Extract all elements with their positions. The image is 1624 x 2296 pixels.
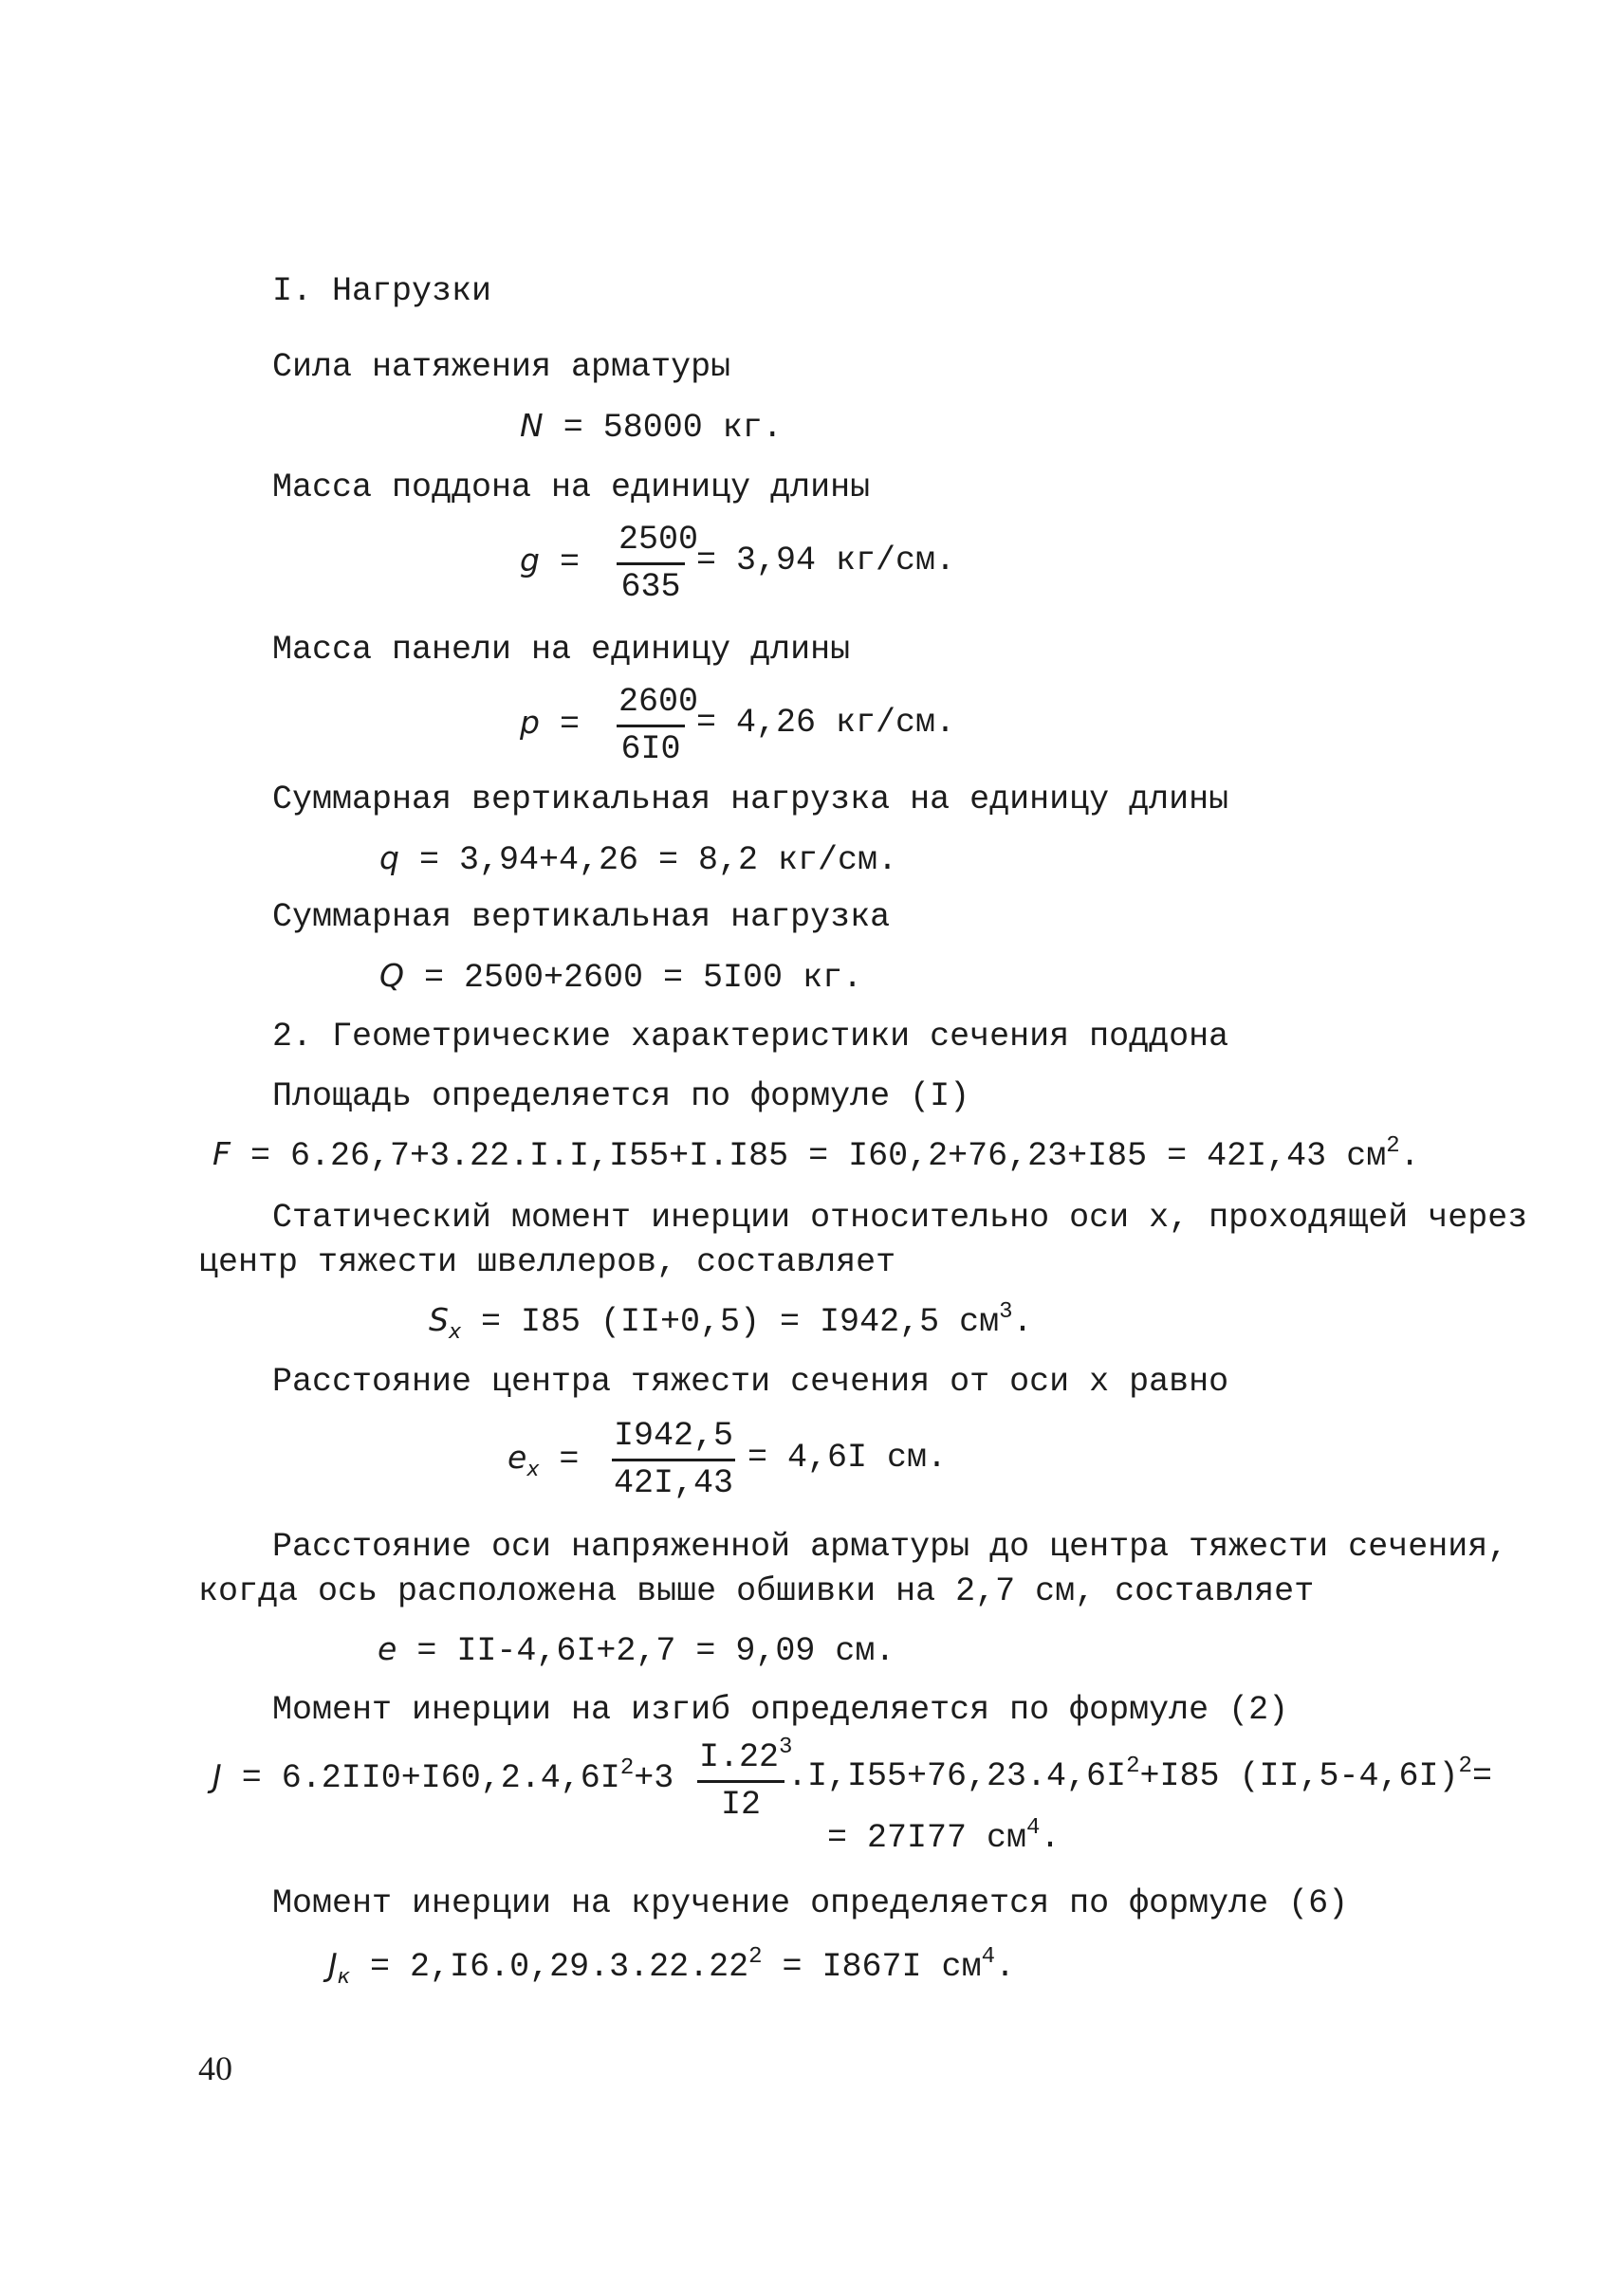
fraction-ex-num: I942,5 bbox=[612, 1420, 735, 1461]
fraction-p bbox=[617, 683, 699, 768]
formula-Sx-rhs: = I85 (II+0,5) = I942,5 см bbox=[481, 1303, 1000, 1341]
formula-Jk-exp2: 4 bbox=[981, 1944, 995, 1970]
formula-J-part3: .I,I55+76,23.4,6I bbox=[787, 1757, 1127, 1795]
formula-Sx-exp: 3 bbox=[999, 1299, 1013, 1325]
page-number: 40 bbox=[198, 2049, 232, 2087]
formula-J-exp2: 2 bbox=[1126, 1754, 1140, 1779]
formula-F-exp: 2 bbox=[1386, 1133, 1400, 1159]
symbol-F: F bbox=[212, 1135, 231, 1172]
formula-Jk-rhs: = 2,I6.0,29.3.22.22 bbox=[370, 1948, 749, 1986]
bending-label: Момент инерции на изгиб определяется по формуле (2) bbox=[272, 1691, 1289, 1729]
symbol-N: N bbox=[520, 407, 544, 444]
formula-F-rhs: = 6.26,7+3.22.I.I,I55+I.I85 = I60,2+76,23+I85 = 42I,43 см bbox=[250, 1137, 1387, 1175]
formula-Jk bbox=[328, 1944, 1015, 1989]
panel-mass-label: Масса панели на единицу длины bbox=[272, 631, 851, 669]
section-2-heading: 2. Геометрические характеристики сечения поддона bbox=[272, 1018, 1229, 1056]
formula-J-part5: = bbox=[1471, 1757, 1492, 1795]
symbol-Jk: J bbox=[328, 1946, 338, 1983]
formula-ex-eq: = bbox=[559, 1441, 580, 1479]
fraction-p-num: 2600 bbox=[617, 686, 685, 727]
formula-Q-rhs: = 2500+2600 = 5I00 кг. bbox=[424, 959, 863, 997]
symbol-S-sub: x bbox=[448, 1320, 461, 1344]
symbol-e-sub: x bbox=[526, 1458, 540, 1481]
formula-p-eq: = bbox=[559, 706, 580, 744]
formula-q bbox=[379, 839, 898, 879]
fraction-ex bbox=[612, 1417, 735, 1502]
total-vert-unit-label: Суммарная вертикальная нагрузка на единицу длины bbox=[272, 781, 1229, 818]
symbol-e-plain: e bbox=[378, 1630, 397, 1667]
tension-label: Сила натяжения арматуры bbox=[272, 348, 731, 386]
formula-Jk-tail: . bbox=[994, 1948, 1015, 1986]
formula-J-result-exp: 4 bbox=[1026, 1815, 1041, 1841]
formula-J-part1: = 6.2II0+I60,2.4,6I bbox=[241, 1759, 620, 1797]
symbol-q: q bbox=[379, 839, 399, 876]
formula-N bbox=[520, 407, 783, 447]
fraction-g-den: 635 bbox=[620, 568, 681, 606]
fraction-J-num: I.22 bbox=[699, 1738, 780, 1776]
formula-J-result-tail: . bbox=[1040, 1819, 1061, 1857]
formula-Q bbox=[379, 957, 863, 997]
total-vert-label: Суммарная вертикальная нагрузка bbox=[272, 898, 891, 936]
symbol-S: S bbox=[429, 1301, 449, 1338]
fraction-J-den: I2 bbox=[720, 1786, 761, 1824]
section-1-heading: I. Нагрузки bbox=[272, 272, 492, 310]
fraction-g-num: 2500 bbox=[617, 523, 685, 565]
formula-g-result: = 3,94 кг/см. bbox=[696, 542, 956, 579]
formula-F bbox=[212, 1133, 1420, 1175]
symbol-p: p bbox=[520, 704, 540, 741]
formula-e bbox=[378, 1630, 895, 1670]
formula-Sx bbox=[429, 1299, 1033, 1344]
symbol-g: g bbox=[520, 542, 540, 579]
cg-distance-label: Расстояние центра тяжести сечения от оси x равно bbox=[272, 1363, 1229, 1401]
fraction-g bbox=[617, 521, 699, 606]
area-label: Площадь определяется по формуле (I) bbox=[272, 1077, 970, 1115]
formula-J-exp1: 2 bbox=[619, 1755, 635, 1781]
formula-F-tail: . bbox=[1399, 1137, 1420, 1175]
static-moment-line1: Статический момент инерции относительно оси x, проходящей через bbox=[272, 1199, 1528, 1237]
formula-p-result: = 4,26 кг/см. bbox=[696, 704, 956, 742]
formula-q-rhs: = 3,94+4,26 = 8,2 кг/см. bbox=[418, 841, 898, 879]
rebar-distance-line2: когда ось расположена выше обшивки на 2,7 см, составляет bbox=[198, 1572, 1315, 1610]
fraction-J-num-exp: 3 bbox=[779, 1735, 793, 1760]
pallet-mass-label: Масса поддона на единицу длины bbox=[272, 468, 871, 506]
symbol-J: J bbox=[212, 1757, 222, 1794]
formula-J-part4: +I85 (II,5-4,6I) bbox=[1139, 1757, 1459, 1795]
formula-Jk-rhs2: = I867I см bbox=[762, 1948, 982, 1986]
rebar-distance-line1: Расстояние оси напряженной арматуры до центра тяжести сечения, bbox=[272, 1528, 1508, 1566]
fraction-J bbox=[697, 1735, 793, 1824]
formula-e-rhs: = II-4,6I+2,7 = 9,09 см. bbox=[416, 1632, 895, 1670]
symbol-e: e bbox=[508, 1439, 527, 1476]
formula-Jk-exp: 2 bbox=[748, 1944, 763, 1970]
static-moment-line2: центр тяжести швеллеров, составляет bbox=[198, 1243, 896, 1281]
formula-J-result: = 27I77 см bbox=[827, 1819, 1027, 1857]
formula-N-rhs: = 58000 кг. bbox=[563, 409, 783, 447]
formula-g-eq: = bbox=[559, 543, 580, 581]
fraction-p-den: 6I0 bbox=[620, 730, 681, 768]
formula-J-exp3: 2 bbox=[1458, 1754, 1472, 1779]
formula-ex-result: = 4,6I см. bbox=[747, 1439, 948, 1477]
fraction-ex-den: 42I,43 bbox=[613, 1464, 734, 1502]
symbol-Q: Q bbox=[379, 957, 404, 994]
symbol-Jk-sub: к bbox=[337, 1965, 351, 1989]
formula-Sx-tail: . bbox=[1012, 1303, 1033, 1341]
formula-J-part2: +3 bbox=[634, 1759, 674, 1797]
torsion-label: Момент инерции на кручение определяется по формуле (6) bbox=[272, 1884, 1349, 1922]
